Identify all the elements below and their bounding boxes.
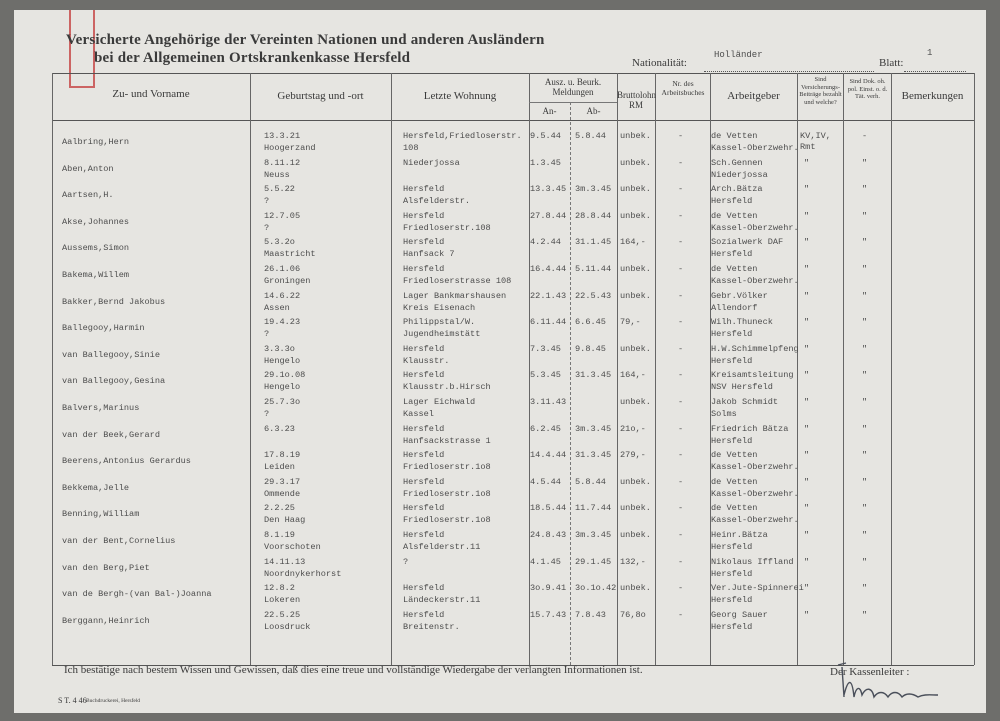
birth-place-cell: Den Haag: [264, 515, 306, 526]
birth-date-cell: 29.3.17: [264, 476, 301, 487]
sheet-label: Blatt:: [879, 57, 904, 69]
registration-in-cell: 4.2.44: [530, 237, 561, 248]
registration-in-cell: 5.3.45: [530, 370, 561, 381]
political-cell: ": [862, 317, 868, 328]
residence-line2-cell: Alsfelderstr.: [403, 196, 471, 207]
residence-cell: Hersfeld: [403, 450, 445, 461]
table-row: [14, 424, 986, 450]
nationality-label: Nationalität:: [632, 57, 687, 69]
birth-place-cell: Leiden: [264, 462, 295, 473]
workbook-cell: -: [678, 157, 684, 168]
residence-cell: ?: [403, 556, 409, 567]
employer-cell: Heinr.Bätza: [711, 530, 768, 540]
registration-in-cell: 3.11.43: [530, 397, 567, 407]
name-cell: van den Berg,Piet: [62, 562, 150, 573]
name-cell: Aalbring,Hern: [62, 137, 130, 147]
registration-out-cell: 22.5.43: [575, 290, 612, 301]
document-title: Versicherte Angehörige der Vereinten Nationen und anderen Ausländern: [66, 32, 545, 48]
residence-line2-cell: 108: [403, 143, 419, 153]
name-cell: Bekkema,Jelle: [62, 482, 130, 493]
residence-cell: Lager Eichwald: [403, 397, 476, 407]
cashier-label: Der Kassenleiter :: [830, 666, 910, 678]
contributions-cell: ": [804, 264, 810, 274]
col-header-workbook: Nr. des Arbeitsbuches: [661, 79, 705, 97]
contributions-cell: ": [804, 583, 810, 594]
employer-line2-cell: Hersfeld: [711, 568, 753, 579]
table-row: [14, 291, 986, 317]
employer-line2-cell: NSV Hersfeld: [711, 382, 773, 393]
birth-place-cell: ?: [264, 329, 270, 340]
political-cell: ": [862, 264, 868, 274]
contributions-cell: ": [804, 370, 810, 381]
birth-date-cell: 19.4.23: [264, 317, 301, 328]
birth-date-cell: 12.8.2: [264, 583, 295, 594]
political-cell: ": [862, 343, 868, 354]
wage-cell: 21o,-: [620, 423, 646, 434]
workbook-cell: -: [678, 423, 684, 434]
registration-out-cell: 5.8.44: [575, 131, 606, 141]
subheader-divider: [529, 102, 617, 103]
wage-cell: unbek.: [620, 184, 651, 195]
wage-cell: unbek.: [620, 530, 651, 540]
name-cell: van der Bent,Cornelius: [62, 536, 176, 546]
contributions-cell: KV,IV, Rmt: [800, 131, 831, 152]
registration-in-cell: 3o.9.41: [530, 583, 567, 594]
political-cell: ": [862, 397, 868, 407]
residence-line2-cell: Jugendheimstätt: [403, 329, 481, 340]
registration-in-cell: 18.5.44: [530, 503, 567, 514]
col-header-registrations: Ausz. u. Beurk. Meldungen: [544, 77, 602, 97]
col-header-contributions: Sind Versicherungs-Beiträge bezahlt und welche?: [799, 76, 842, 106]
registration-out-cell: 5.8.44: [575, 476, 606, 487]
certification-statement: Ich bestätige nach bestem Wissen und Gewissen, daß dies eine treue und vollständige Wiedergabe der verlangten Informationen ist.: [64, 664, 643, 676]
residence-line2-cell: Breitenstr.: [403, 621, 460, 632]
birth-place-cell: Ommende: [264, 488, 301, 499]
contributions-cell: ": [804, 317, 810, 328]
table-row: [14, 264, 986, 290]
contributions-cell: ": [804, 609, 810, 620]
workbook-cell: -: [678, 476, 684, 487]
contributions-cell: ": [804, 450, 810, 461]
registration-out-cell: 3m.3.45: [575, 530, 612, 540]
workbook-cell: -: [678, 397, 684, 407]
wage-cell: unbek.: [620, 157, 651, 168]
name-cell: van Ballegooy,Sinie: [62, 349, 160, 360]
contributions-cell: ": [804, 556, 810, 567]
employer-line2-cell: Hersfeld: [711, 355, 753, 366]
name-cell: Balvers,Marinus: [62, 403, 140, 413]
registration-out-cell: 3m.3.45: [575, 184, 612, 195]
residence-cell: Hersfeld: [403, 343, 445, 354]
residence-cell: Hersfeld: [403, 184, 445, 195]
name-cell: Aartsen,H.: [62, 190, 114, 201]
workbook-cell: -: [678, 556, 684, 567]
political-cell: ": [862, 476, 868, 487]
wage-cell: unbek.: [620, 290, 651, 301]
table-row: [14, 237, 986, 263]
contributions-cell: ": [804, 423, 810, 434]
registration-in-cell: 6.11.44: [530, 317, 567, 328]
birth-place-cell: Maastricht: [264, 249, 316, 260]
workbook-cell: -: [678, 210, 684, 221]
political-cell: ": [862, 184, 868, 195]
birth-date-cell: 29.1o.08: [264, 370, 306, 381]
registration-in-cell: 7.3.45: [530, 343, 561, 354]
employer-line2-cell: Kassel-Oberzwehr.: [711, 488, 799, 499]
col-header-political: Sind Dok. oh. pol. Einst. o. d. Tät. verh.: [847, 78, 888, 101]
name-cell: Berggann,Heinrich: [62, 615, 150, 626]
employer-line2-cell: Hersfeld: [711, 249, 753, 260]
residence-cell: Hersfeld: [403, 503, 445, 514]
birth-place-cell: ?: [264, 196, 270, 207]
table-row: [14, 530, 986, 556]
birth-date-cell: 25.7.3o: [264, 397, 301, 407]
workbook-cell: -: [678, 290, 684, 301]
birth-date-cell: 6.3.23: [264, 423, 295, 434]
table-row: [14, 317, 986, 343]
birth-place-cell: ?: [264, 409, 270, 419]
birth-date-cell: 12.7.05: [264, 210, 301, 221]
form-number: S T. 4 46: [58, 696, 87, 705]
registration-in-cell: 22.1.43: [530, 290, 567, 301]
employer-cell: Gebr.Völker: [711, 290, 768, 301]
birth-place-cell: Groningen: [264, 276, 311, 286]
political-cell: ": [862, 503, 868, 514]
birth-place-cell: Hoogerzand: [264, 143, 316, 153]
employer-line2-cell: Niederjossa: [711, 169, 768, 180]
residence-line2-cell: Hanfsack 7: [403, 249, 455, 260]
workbook-cell: -: [678, 450, 684, 461]
registration-in-cell: 14.4.44: [530, 450, 567, 461]
political-cell: ": [862, 423, 868, 434]
contributions-cell: ": [804, 397, 810, 407]
residence-cell: Hersfeld: [403, 476, 445, 487]
employer-cell: Jakob Schmidt: [711, 397, 779, 407]
employer-line2-cell: Kassel-Oberzwehr.: [711, 143, 799, 153]
wage-cell: unbek.: [620, 210, 651, 221]
col-header-wage: Bruttolohn RM: [617, 90, 657, 110]
residence-line2-cell: Ländeckerstr.11: [403, 595, 481, 606]
registration-out-cell: 3m.3.45: [575, 423, 612, 434]
wage-cell: unbek.: [620, 583, 651, 594]
contributions-cell: ": [804, 476, 810, 487]
employer-cell: Kreisamtsleitung: [711, 370, 794, 381]
registration-in-cell: 9.5.44: [530, 131, 561, 141]
wage-cell: unbek.: [620, 397, 651, 407]
employer-cell: H.W.Schimmelpfeng: [711, 343, 799, 354]
residence-cell: Hersfeld: [403, 237, 445, 248]
residence-line2-cell: Friedloserstr.1o8: [403, 462, 491, 473]
residence-line2-cell: Kassel: [403, 409, 434, 419]
sheet-value: 1: [927, 48, 933, 58]
residence-cell: Hersfeld: [403, 609, 445, 620]
nationality-value: Holländer: [714, 50, 763, 60]
contributions-cell: ": [804, 157, 810, 168]
workbook-cell: -: [678, 317, 684, 328]
birth-place-cell: Noordnykerhorst: [264, 568, 342, 579]
employer-line2-cell: Allendorf: [711, 302, 758, 313]
residence-cell: Hersfeld: [403, 370, 445, 381]
contributions-cell: ": [804, 184, 810, 195]
employer-line2-cell: Kassel-Oberzwehr.: [711, 276, 799, 286]
registration-in-cell: 27.8.44: [530, 210, 567, 221]
workbook-cell: -: [678, 343, 684, 354]
political-cell: ": [862, 237, 868, 248]
employer-cell: Sozialwerk DAF: [711, 237, 784, 248]
col-header-name: Zu- und Vorname: [112, 88, 190, 100]
residence-cell: Philippstal/W.: [403, 317, 476, 328]
residence-line2-cell: Klausstr.: [403, 355, 450, 366]
contributions-cell: ": [804, 210, 810, 221]
political-cell: ": [862, 609, 868, 620]
name-cell: Bakema,Willem: [62, 270, 130, 280]
birth-place-cell: ?: [264, 222, 270, 233]
registration-in-cell: 24.8.43: [530, 530, 567, 540]
registration-out-cell: 3o.1o.42: [575, 583, 617, 594]
residence-line2-cell: Alsfelderstr.11: [403, 542, 481, 552]
registration-out-cell: 11.7.44: [575, 503, 612, 514]
table-row: [14, 370, 986, 396]
col-header-remarks: Bemerkungen: [901, 90, 964, 102]
registration-out-cell: 5.11.44: [575, 264, 612, 274]
birth-date-cell: 8.1.19: [264, 530, 295, 540]
registration-out-cell: 31.1.45: [575, 237, 612, 248]
name-cell: van de Bergh-(van Bal-)Joanna: [62, 589, 212, 600]
wage-cell: 164,-: [620, 237, 646, 248]
residence-cell: Niederjossa: [403, 157, 460, 168]
table-row: [14, 131, 986, 157]
name-cell: Bakker,Bernd Jakobus: [62, 296, 166, 307]
col-header-residence: Letzte Wohnung: [423, 90, 497, 102]
table-row: [14, 583, 986, 609]
employer-cell: de Vetten: [711, 210, 758, 221]
residence-cell: Hersfeld: [403, 530, 445, 540]
employer-cell: Friedrich Bätza: [711, 423, 789, 434]
registration-in-cell: 15.7.43: [530, 609, 567, 620]
birth-place-cell: Voorschoten: [264, 542, 321, 552]
employer-cell: Arch.Bätza: [711, 184, 763, 195]
employer-cell: Georg Sauer: [711, 609, 768, 620]
name-cell: van Ballegooy,Gesina: [62, 376, 166, 387]
contributions-cell: ": [804, 530, 810, 540]
wage-cell: 79,-: [620, 317, 641, 328]
employer-line2-cell: Solms: [711, 409, 737, 419]
workbook-cell: -: [678, 609, 684, 620]
registration-in-cell: 1.3.45: [530, 157, 561, 168]
name-cell: Ballegooy,Harmin: [62, 323, 145, 334]
name-cell: Aben,Anton: [62, 163, 114, 174]
registration-in-cell: 13.3.45: [530, 184, 567, 195]
cashier-signature: [834, 657, 954, 707]
registration-out-cell: 31.3.45: [575, 370, 612, 381]
employer-cell: Nikolaus Iffland: [711, 556, 794, 567]
name-cell: Beerens,Antonius Gerardus: [62, 456, 191, 467]
workbook-cell: -: [678, 503, 684, 514]
employer-cell: Wilh.Thuneck: [711, 317, 773, 328]
residence-line2-cell: Friedloserstr.1o8: [403, 515, 491, 526]
residence-line2-cell: Hanfsackstrasse 1: [403, 435, 491, 446]
residence-cell: Hersfeld: [403, 583, 445, 594]
birth-date-cell: 22.5.25: [264, 609, 301, 620]
residence-cell: Hersfeld: [403, 210, 445, 221]
workbook-cell: -: [678, 370, 684, 381]
wage-cell: unbek.: [620, 131, 651, 141]
political-cell: ": [862, 530, 868, 540]
name-cell: Akse,Johannes: [62, 216, 130, 227]
employer-line2-cell: Hersfeld: [711, 435, 753, 446]
employer-cell: de Vetten: [711, 264, 758, 274]
political-cell: ": [862, 450, 868, 461]
employer-line2-cell: Hersfeld: [711, 196, 753, 207]
wage-cell: 132,-: [620, 556, 646, 567]
residence-cell: Hersfeld: [403, 423, 445, 434]
residence-line2-cell: Klausstr.b.Hirsch: [403, 382, 491, 393]
birth-place-cell: Loosdruck: [264, 621, 311, 632]
table-row: [14, 477, 986, 503]
registration-in-cell: 6.2.45: [530, 423, 561, 434]
table-header-border: [52, 120, 974, 121]
residence-line2-cell: Friedloserstr.108: [403, 222, 491, 233]
table-row: [14, 503, 986, 529]
birth-date-cell: 5.5.22: [264, 184, 295, 195]
wage-cell: 279,-: [620, 450, 646, 461]
workbook-cell: -: [678, 184, 684, 195]
birth-date-cell: 2.2.25: [264, 503, 295, 514]
birth-place-cell: Assen: [264, 302, 290, 313]
employer-cell: Ver.Jute-Spinnerei: [711, 583, 804, 594]
col-header-reg-in: An-: [542, 106, 557, 116]
name-cell: van der Beek,Gerard: [62, 429, 160, 440]
birth-date-cell: 5.3.2o: [264, 237, 295, 248]
political-cell: ": [862, 210, 868, 221]
birth-place-cell: Hengelo: [264, 382, 301, 393]
col-header-employer: Arbeitgeber: [727, 90, 780, 102]
birth-date-cell: 8.11.12: [264, 157, 301, 168]
residence-line2-cell: Friedloserstr.1o8: [403, 488, 491, 499]
registration-out-cell: 9.8.45: [575, 343, 606, 354]
birth-date-cell: 26.1.06: [264, 264, 301, 274]
wage-cell: 164,-: [620, 370, 646, 381]
wage-cell: unbek.: [620, 476, 651, 487]
contributions-cell: ": [804, 290, 810, 301]
workbook-cell: -: [678, 131, 684, 141]
registration-in-cell: 4.5.44: [530, 476, 561, 487]
registration-out-cell: 7.8.43: [575, 609, 606, 620]
employer-line2-cell: Kassel-Oberzwehr.: [711, 462, 799, 473]
employer-line2-cell: Hersfeld: [711, 621, 753, 632]
registration-out-cell: 6.6.45: [575, 317, 606, 328]
residence-cell: Hersfeld: [403, 264, 445, 274]
employer-line2-cell: Kassel-Oberzwehr.: [711, 222, 799, 233]
table-row: [14, 610, 986, 636]
workbook-cell: -: [678, 583, 684, 594]
printer-imprint: Buchdruckerei, Hersfeld: [86, 698, 141, 704]
residence-cell: Hersfeld,Friedloserstr.: [403, 131, 522, 141]
table-row: [14, 184, 986, 210]
registration-out-cell: 31.3.45: [575, 450, 612, 461]
table-row: [14, 211, 986, 237]
contributions-cell: ": [804, 343, 810, 354]
employer-cell: de Vetten: [711, 131, 758, 141]
registration-in-cell: 4.1.45: [530, 556, 561, 567]
birth-date-cell: 14.6.22: [264, 290, 301, 301]
registration-in-cell: 16.4.44: [530, 264, 567, 274]
table-row: [14, 557, 986, 583]
table-row: [14, 397, 986, 423]
residence-line2-cell: Kreis Eisenach: [403, 302, 476, 313]
employer-line2-cell: Hersfeld: [711, 542, 753, 552]
employer-cell: de Vetten: [711, 476, 758, 487]
birth-date-cell: 13.3.21: [264, 131, 301, 141]
political-cell: ": [862, 157, 868, 168]
residence-line2-cell: Friedloserstrasse 108: [403, 276, 512, 286]
table-row: [14, 158, 986, 184]
political-cell: ": [862, 583, 868, 594]
birth-place-cell: Lokeren: [264, 595, 301, 606]
contributions-cell: ": [804, 503, 810, 514]
registration-out-cell: 29.1.45: [575, 556, 612, 567]
birth-date-cell: 17.8.19: [264, 450, 301, 461]
workbook-cell: -: [678, 264, 684, 274]
table-top-border: [52, 73, 974, 74]
birth-place-cell: Neuss: [264, 169, 290, 180]
wage-cell: 76,8o: [620, 609, 646, 620]
wage-cell: unbek.: [620, 343, 651, 354]
table-row: [14, 450, 986, 476]
wage-cell: unbek.: [620, 503, 651, 514]
document-subtitle: bei der Allgemeinen Ortskrankenkasse Hersfeld: [94, 50, 411, 66]
name-cell: Benning,William: [62, 509, 140, 520]
employer-line2-cell: Hersfeld: [711, 595, 753, 606]
residence-cell: Lager Bankmarshausen: [403, 290, 507, 301]
document-sheet: [14, 10, 986, 713]
political-cell: -: [862, 131, 868, 141]
political-cell: ": [862, 556, 868, 567]
wage-cell: unbek.: [620, 264, 651, 274]
table-row: [14, 344, 986, 370]
workbook-cell: -: [678, 237, 684, 248]
employer-cell: de Vetten: [711, 450, 758, 461]
employer-line2-cell: Kassel-Oberzwehr.: [711, 515, 799, 526]
col-header-birth: Geburtstag und -ort: [277, 90, 364, 102]
birth-date-cell: 3.3.3o: [264, 343, 295, 354]
registration-out-cell: 28.8.44: [575, 210, 612, 221]
birth-date-cell: 14.11.13: [264, 556, 306, 567]
register-table: [14, 10, 986, 713]
political-cell: ": [862, 370, 868, 381]
employer-cell: de Vetten: [711, 503, 758, 514]
political-cell: ": [862, 290, 868, 301]
contributions-cell: ": [804, 237, 810, 248]
employer-cell: Sch.Gennen: [711, 157, 763, 168]
employer-line2-cell: Hersfeld: [711, 329, 753, 340]
name-cell: Aussems,Simon: [62, 243, 130, 254]
col-header-reg-out: Ab-: [586, 106, 601, 116]
birth-place-cell: Hengelo: [264, 355, 301, 366]
workbook-cell: -: [678, 530, 684, 540]
